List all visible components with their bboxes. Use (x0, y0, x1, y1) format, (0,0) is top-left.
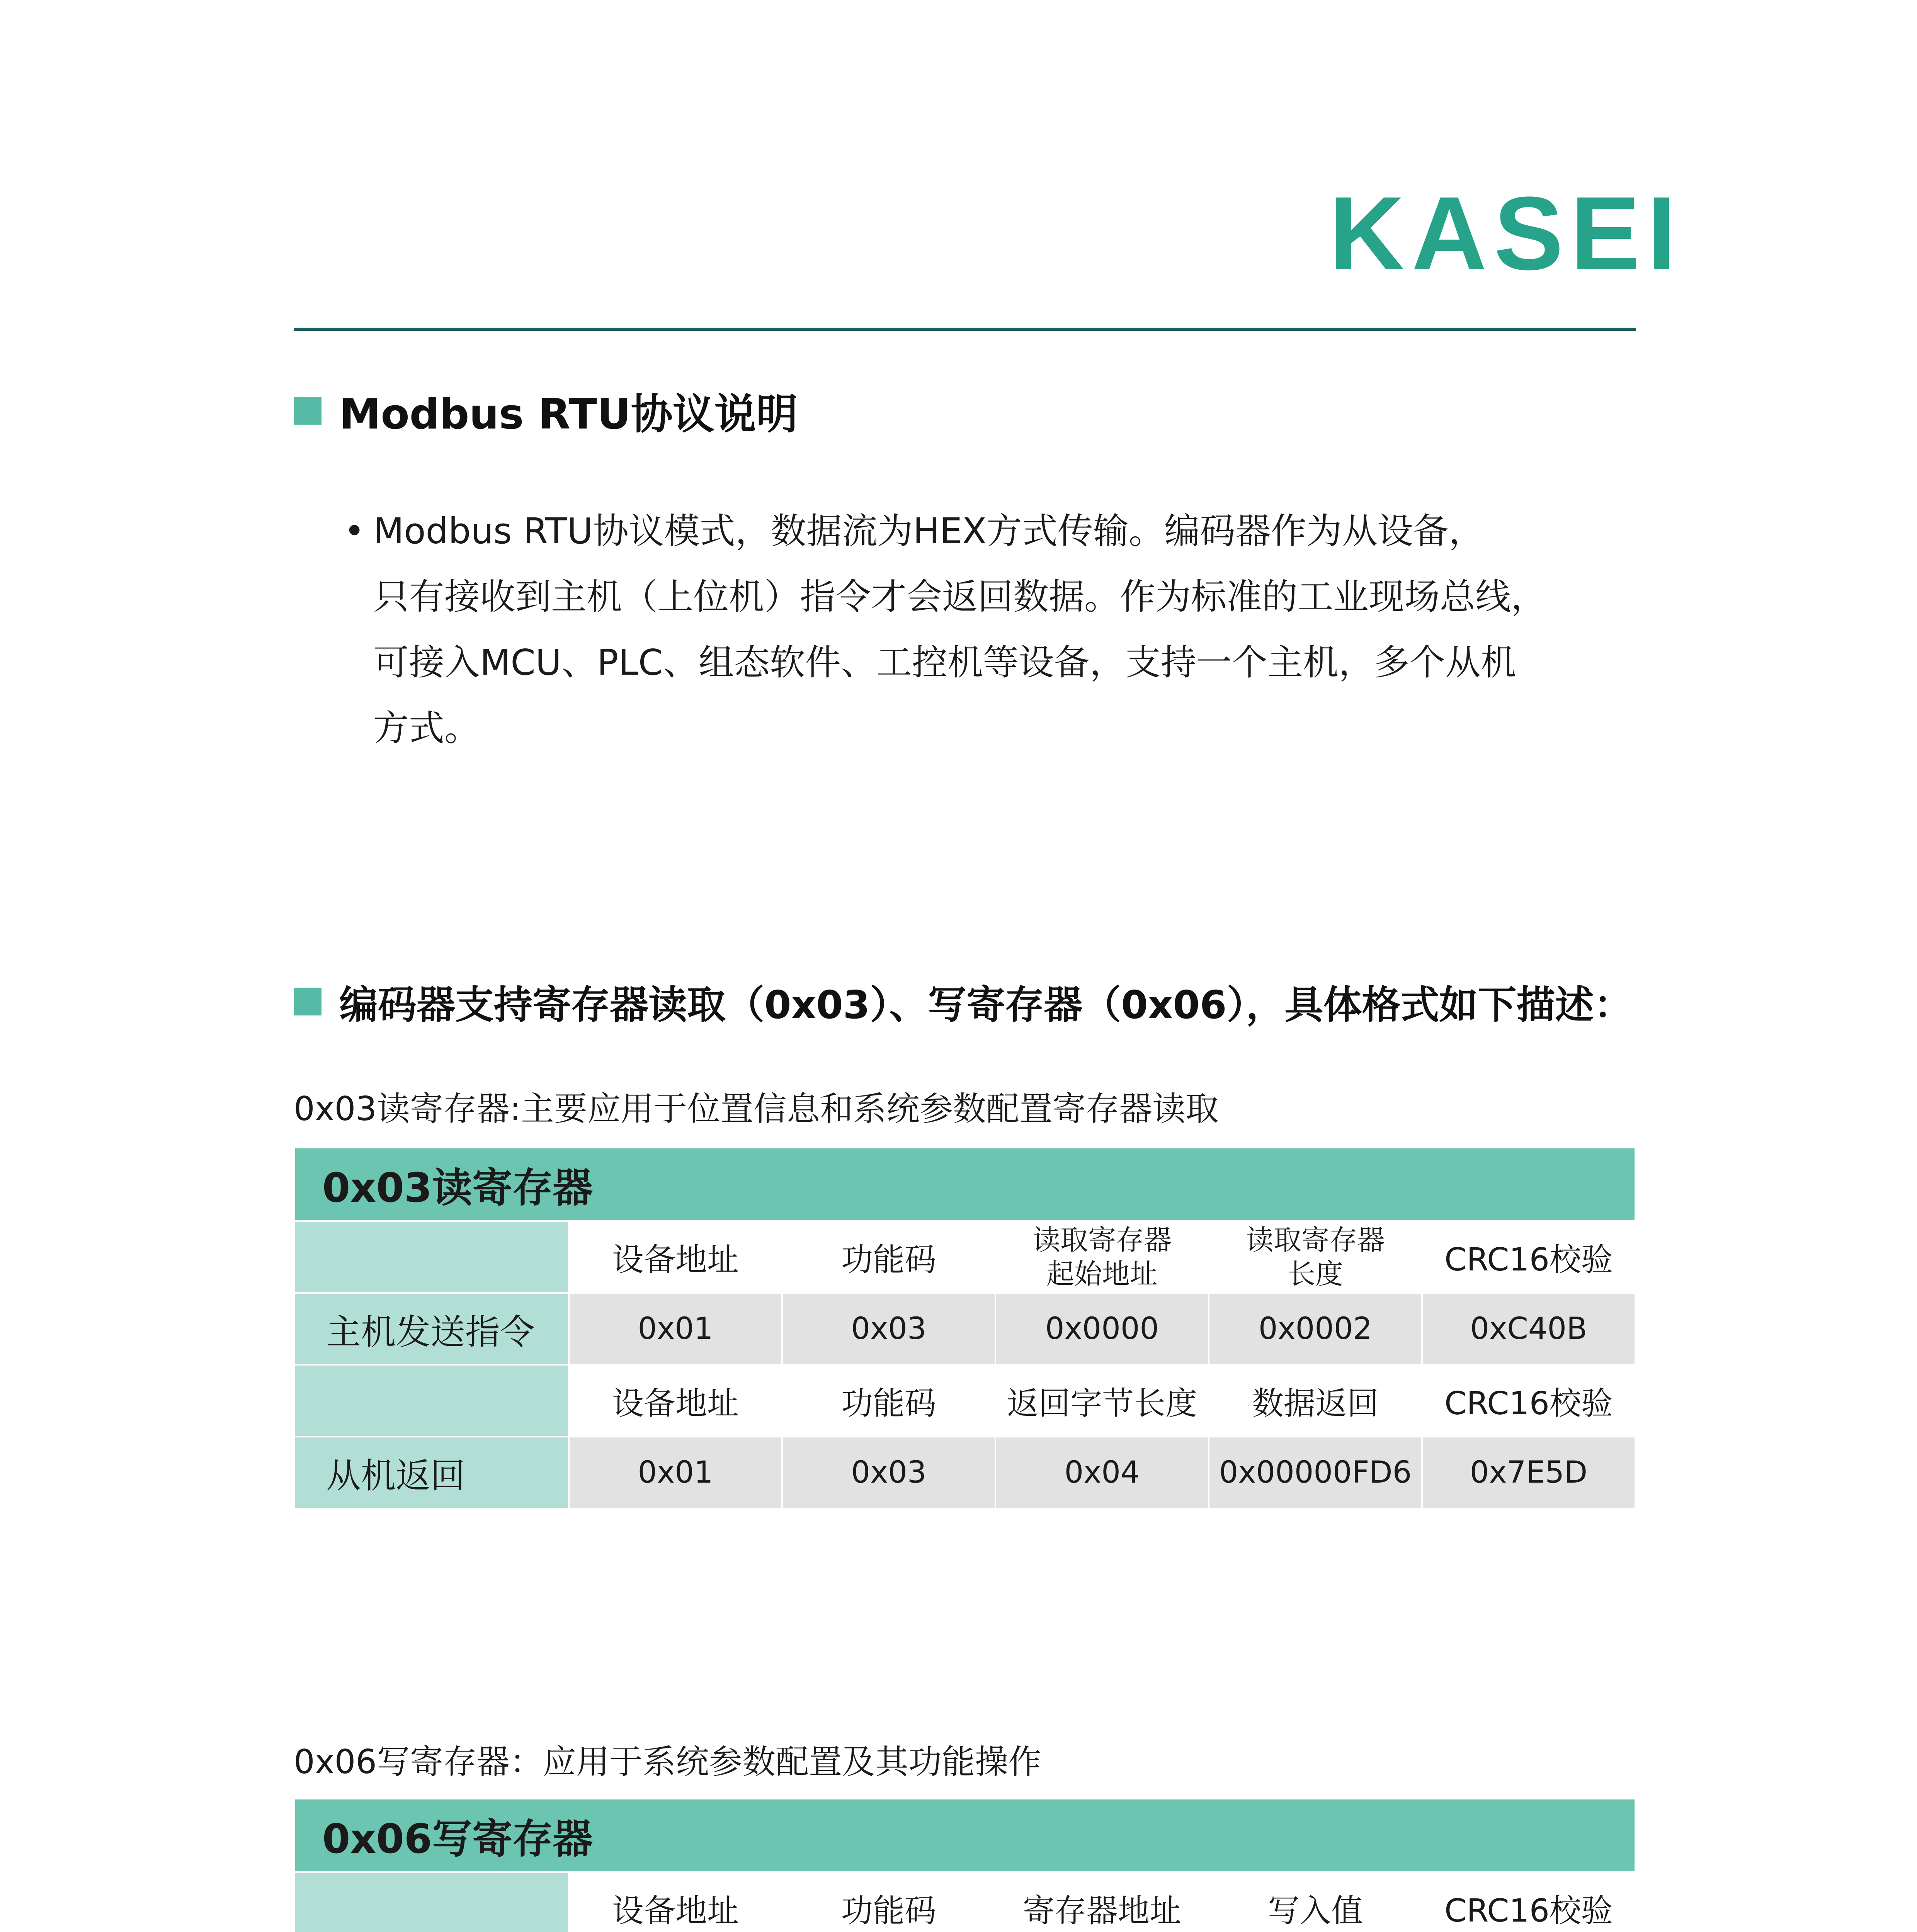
header-cell: 功能码 (782, 1365, 995, 1437)
value-cell: 0x0000 (995, 1293, 1209, 1365)
header-cell: 数据返回 (1209, 1365, 1422, 1437)
section-heading-modbus (294, 381, 798, 440)
table-row (294, 1293, 1635, 1365)
section-heading-text: Modbus RTU协议说明 (339, 390, 798, 439)
header-cell: 寄存器地址 (995, 1872, 1209, 1932)
header-cell: CRC16校验 (1422, 1221, 1635, 1293)
header-cell: 设备地址 (569, 1872, 782, 1932)
header-cell: CRC16校验 (1422, 1872, 1635, 1932)
header-cell: 设备地址 (569, 1221, 782, 1293)
row-label: 从机返回 (294, 1437, 569, 1509)
header-cell: 设备地址 (569, 1365, 782, 1437)
table-header-row (294, 1221, 1635, 1293)
value-cell: 0x03 (782, 1437, 995, 1509)
description-line: Modbus RTU协议模式，数据流为HEX方式传输。编码器作为从设备， (373, 510, 1485, 552)
section-heading-text: 编码器支持寄存器读取（0x03）、写寄存器（0x06），具体格式如下描述： (339, 982, 1633, 1027)
table-title-row (294, 1799, 1635, 1872)
value-cell: 0xC40B (1422, 1293, 1635, 1365)
header-line: 读取寄存器 (1245, 1224, 1385, 1256)
header-cell (995, 1221, 1209, 1293)
table-title: 0x06写寄存器 (294, 1799, 1635, 1872)
value-cell: 0x01 (569, 1293, 782, 1365)
header-cell: 返回字节长度 (995, 1365, 1209, 1437)
bullet-dot-icon: • (344, 510, 365, 552)
label-cell-empty (294, 1365, 569, 1437)
label-cell-empty (294, 1221, 569, 1293)
table-title-row (294, 1148, 1635, 1221)
description-line: 只有接收到主机（上位机）指令才会返回数据。作为标准的工业现场总线， (373, 576, 1547, 617)
header-cell (1209, 1221, 1422, 1293)
section-heading-registers (294, 974, 1632, 1029)
table-title: 0x03读寄存器 (294, 1148, 1635, 1221)
description-line: 可接入MCU、PLC、组态软件、工控机等设备，支持一个主机，多个从机 (373, 642, 1516, 683)
header-line: 长度 (1287, 1258, 1343, 1290)
value-cell: 0x0002 (1209, 1293, 1422, 1365)
header-cell: 功能码 (782, 1872, 995, 1932)
value-cell: 0x00000FD6 (1209, 1437, 1422, 1509)
header-cell: 功能码 (782, 1221, 995, 1293)
header-divider (294, 328, 1636, 331)
value-cell: 0x04 (995, 1437, 1209, 1509)
row-label: 主机发送指令 (294, 1293, 569, 1365)
write-register-table (294, 1798, 1636, 1932)
header-cell: 写入值 (1209, 1872, 1422, 1932)
table-row (294, 1437, 1635, 1509)
label-cell-empty (294, 1872, 569, 1932)
table-header-row (294, 1365, 1635, 1437)
header-cell: CRC16校验 (1422, 1365, 1635, 1437)
value-cell: 0x7E5D (1422, 1437, 1635, 1509)
read-table-caption: 0x03读寄存器:主要应用于位置信息和系统参数配置寄存器读取 (294, 1090, 1219, 1128)
heading-square-icon (294, 988, 321, 1015)
kasei-logo: KASEI (1329, 175, 1683, 292)
modbus-description (344, 498, 1635, 761)
heading-square-icon (294, 397, 321, 425)
description-line: 方式。 (373, 707, 480, 749)
value-cell: 0x01 (569, 1437, 782, 1509)
write-table-caption: 0x06写寄存器：应用于系统参数配置及其功能操作 (294, 1743, 1042, 1781)
value-cell: 0x03 (782, 1293, 995, 1365)
header-line: 起始地址 (1046, 1258, 1158, 1290)
table-header-row (294, 1872, 1635, 1932)
read-register-table (294, 1147, 1636, 1509)
header-line: 读取寄存器 (1032, 1224, 1172, 1256)
